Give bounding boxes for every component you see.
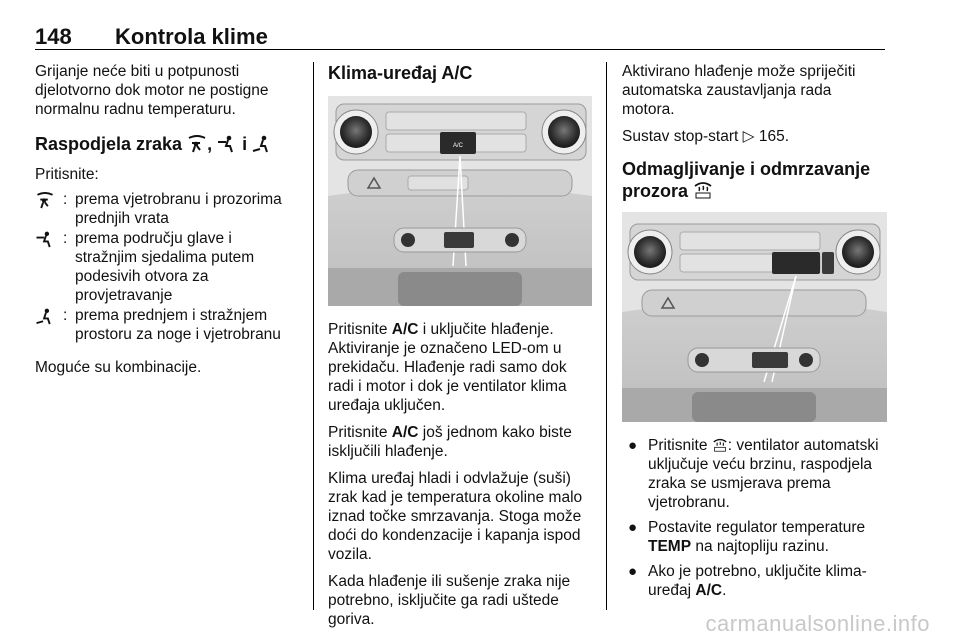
page-number: 148 (35, 24, 72, 49)
definition-text: prema području glave i stražnjim sjedalima putem podesivih otvora za provjetravanje (75, 230, 255, 304)
definition-colon: : (63, 191, 68, 208)
ac-button-label: A/C (452, 143, 464, 149)
column-divider (313, 62, 314, 610)
ac-button-ref: A/C (391, 321, 419, 338)
column-air-conditioning (328, 62, 592, 637)
watermark: carmanualsonline.info (705, 611, 930, 636)
ac-control-panel-photo (328, 96, 592, 306)
page-title: Kontrola klime (115, 24, 268, 49)
ac-heading: Klima-uređaj A/C (328, 63, 473, 83)
list-item (35, 229, 297, 305)
air-face-icon (35, 231, 55, 248)
ac-paragraph-4: Kada hlađenje ili sušenje zraka nije potrebno, isključite ga radi uštede goriva. (328, 573, 571, 628)
page-ref-arrow-icon: ▷ (742, 128, 755, 145)
list-item (35, 306, 297, 344)
column-air-distribution (35, 62, 297, 385)
air-face-icon (217, 135, 237, 153)
combinations-note: Moguće su kombinacije. (35, 359, 202, 376)
front-defrost-icon (693, 181, 713, 199)
air-distribution-heading-text: Raspodjela zraka (35, 134, 183, 154)
demisting-heading: Odmagljivanje i odmrzavanje prozora (622, 159, 871, 201)
list-item: ● Ako je potrebno, uključite klima-uređaj A/C. (622, 562, 887, 600)
heading-separator-comma: , (207, 134, 213, 154)
ac-button-ref: A/C (695, 582, 723, 599)
demist-steps-list (622, 436, 887, 600)
heading-separator-and: i (242, 134, 248, 154)
air-feet-icon (252, 135, 272, 153)
list-item (35, 190, 297, 228)
temp-control-ref: TEMP (648, 538, 692, 555)
definition-colon: : (63, 230, 68, 247)
demist-control-panel-photo (622, 212, 887, 422)
press-label: Pritisnite: (35, 166, 99, 183)
definition-text: prema prednjem i stražnjem prostoru za noge i vjetrobranu (75, 307, 281, 343)
air-windscreen-icon (35, 192, 55, 209)
list-item: ● Pritisnite : ventilator automatski uključuje veću brzinu, raspodjela zraka se usmjerava prema vjetrobranu. (622, 436, 887, 512)
column-divider (606, 62, 607, 610)
air-distribution-heading (35, 133, 297, 155)
intro-paragraph: Grijanje neće biti u potpunosti djelotvorno dok motor ne postigne normalnu radnu temperaturu. (35, 63, 269, 118)
air-windscreen-icon (187, 135, 207, 153)
stop-start-reference: Sustav stop-start ▷ 165. (622, 128, 790, 145)
front-defrost-icon (712, 438, 728, 452)
bullet-marker: ● (628, 519, 638, 536)
ac-paragraph-3: Klima uređaj hladi i odvlažuje (suši) zrak kad je temperatura okoline malo iznad točke smrzavanja. Stoga može doći do kondenzacije i kapanja ispod vozila. (328, 470, 583, 563)
ac-paragraph-2: Pritisnite A/C još jednom kako biste isključili hlađenje. (328, 424, 572, 460)
ac-paragraph-1: Pritisnite A/C i uključite hlađenje. Aktiviranje je označeno LED-om u prekidaču. Hlađenje radi samo dok radi i motor i dok je ventilator klima uređaja uključen. (328, 321, 567, 414)
air-distribution-list (35, 190, 297, 344)
definition-colon: : (63, 307, 68, 324)
bullet-marker: ● (628, 437, 638, 454)
column-demisting (622, 62, 887, 606)
ac-button-ref: A/C (391, 424, 419, 441)
list-item: ● Postavite regulator temperature TEMP na najtopliju razinu. (622, 518, 887, 556)
page-header (35, 20, 885, 50)
definition-text: prema vjetrobranu i prozorima prednjih vrata (75, 191, 282, 227)
bullet-marker: ● (628, 563, 638, 580)
stop-start-paragraph: Aktivirano hlađenje može spriječiti automatska zaustavljanja rada motora. (622, 63, 856, 118)
air-feet-icon (35, 308, 55, 325)
